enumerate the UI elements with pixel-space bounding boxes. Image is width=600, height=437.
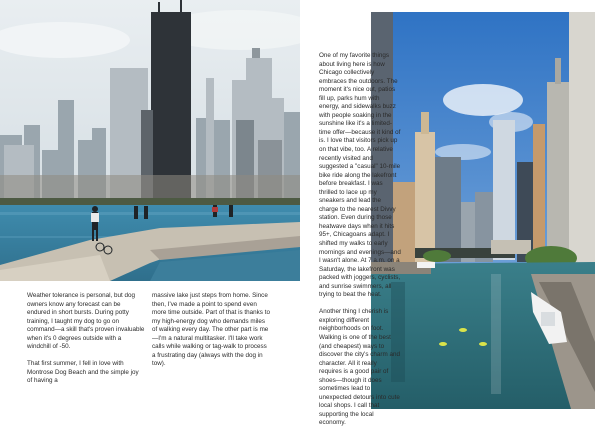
article-column-right — [319, 52, 401, 437]
paragraph: Weather tolerance is personal, but dog owners know any forecast can be endured in short bursts. During potty training, I taught my dog to go on command—a skill that's proven invaluable when it's 0 degrees outside with a windchill of -50. — [27, 292, 145, 351]
article-column-middle — [152, 292, 270, 377]
chicago-lakefront-skyline-photo — [0, 0, 300, 281]
paragraph: One of my favorite things about living here is how Chicago collectively embraces the outdoors. The moment it's nice out, patios fill up, parks hum with energy, and sidewalks buzz with people soaking in the sunshine like it's a limited-time offer—because it kind of is. I love that visitors pick up on that vibe, too. A relative recently visited and suggested a "casual" 10-mile bike ride along the lakefront before breakfast. I was thrilled to lace up my sneakers and lead the charge to the nearest Divvy station. Even during those heatwave days when it hits 95+, Chicagoans adapt. I shifted my walks to early mornings and evenings—and I wasn't alone. At 7 a.m. on a Saturday, the lakefront was packed with joggers, cyclists, and sunrise swimmers, all trying to beat the heat. — [319, 52, 401, 299]
paragraph: That first summer, I fell in love with Montrose Dog Beach and the simple joy of having a — [27, 360, 139, 385]
paragraph: massive lake just steps from home. Since then, I've made a point to spend even more time outside. Part of that is thanks to my high-energy dog who demands miles of walking every day. The other part is me—I'm a natural multitasker. I'll take work calls while walking or tag-walk to process a frustrating day (always with the dog in tow). — [152, 292, 270, 368]
article-column-left — [27, 292, 145, 394]
paragraph: Another thing I cherish is exploring different neighborhoods on foot. Walking is one of the best (and cheapest) ways to discover the city's charm and character. All it really requires is a good pair of shoes—though it does sometimes lead to unexpected detours into cute local shops. I call that supporting the local economy. — [319, 308, 400, 427]
chicago-river-downtown-photo — [371, 12, 595, 409]
